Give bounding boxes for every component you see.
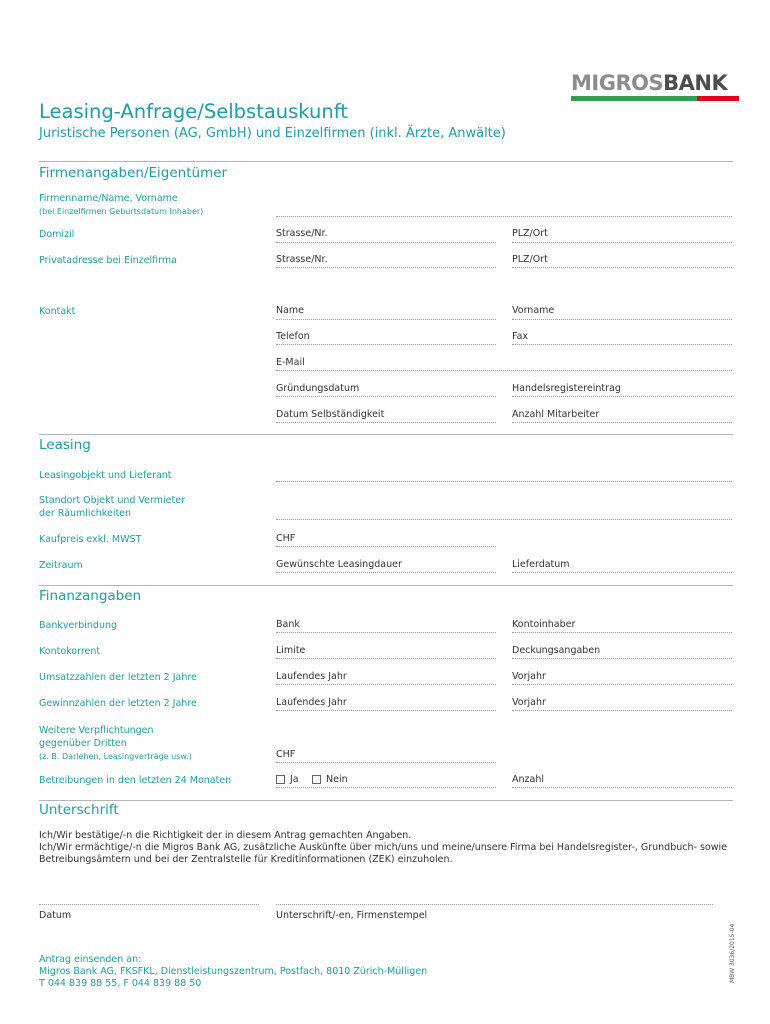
vorname-field[interactable] (512, 319, 732, 320)
lieferdatum-label: Lieferdatum (512, 559, 570, 570)
footer-address (39, 954, 427, 990)
leasingobjekt-label: Leasingobjekt und Lieferant (39, 470, 172, 481)
lieferdatum-field[interactable] (512, 572, 732, 573)
signature-label: Unterschrift/-en, Firmenstempel (276, 910, 428, 921)
vorname-label: Vorname (512, 305, 555, 316)
name-label: Name (276, 305, 305, 316)
section-heading-unterschrift: Unterschrift (39, 802, 119, 818)
privat-plz-label: PLZ/Ort (512, 254, 548, 265)
divider (39, 434, 733, 435)
anzahl-mitarbeiter-label: Anzahl Mitarbeiter (512, 409, 600, 420)
kaufpreis-field[interactable] (276, 546, 496, 547)
privat-strasse-label: Strasse/Nr. (276, 254, 328, 265)
limite-label: Limite (276, 645, 306, 656)
fax-field[interactable] (512, 344, 732, 345)
bankverbindung-label: Bankverbindung (39, 620, 118, 631)
section-heading-leasing: Leasing (39, 437, 91, 453)
consent-text (39, 830, 739, 866)
email-field[interactable] (276, 370, 732, 371)
gewinn-laufendes-jahr-field[interactable] (276, 710, 496, 711)
kontokorrent-label: Kontokorrent (39, 646, 101, 657)
umsatz-vorjahr-label: Vorjahr (512, 671, 546, 682)
nein-label: Nein (326, 774, 348, 785)
kontoinhaber-label: Kontoinhaber (512, 619, 576, 630)
logo-stripe-red (697, 96, 739, 101)
datum-selbstaendigkeit-label: Datum Selbständigkeit (276, 409, 385, 420)
bank-field[interactable] (276, 632, 496, 633)
domizil-label: Domizil (39, 229, 75, 240)
gruendungsdatum-label: Gründungsdatum (276, 383, 360, 394)
logo-wordmark: MIGROSBANK (571, 71, 728, 95)
anzahl-mitarbeiter-field[interactable] (512, 422, 732, 423)
migros-bank-logo (571, 72, 739, 102)
firmenname-note: (bei Einzelfirmen Geburtsdatum Inhaber) (39, 207, 204, 216)
divider (39, 161, 733, 162)
divider (39, 800, 733, 801)
standort-label-line2: der Räumlichkeiten (39, 508, 132, 519)
section-heading-firmenangaben: Firmenangaben/Eigentümer (39, 165, 228, 181)
leasingdauer-field[interactable] (276, 572, 496, 573)
telefon-label: Telefon (276, 331, 310, 342)
kontakt-label: Kontakt (39, 306, 76, 317)
handelsregister-field[interactable] (512, 396, 732, 397)
footer-line-1: Antrag einsenden an: (39, 954, 142, 965)
zeitraum-label: Zeitraum (39, 560, 83, 571)
verpflichtungen-currency: CHF (276, 749, 296, 760)
consent-line-2: Ich/Wir ermächtige/-n die Migros Bank AG, zusätzliche Auskünfte über mich/uns und meine/unsere Firma bei Handelsregister-, Grundbuch- sowie (39, 842, 727, 853)
privat-plz-field[interactable] (512, 267, 732, 268)
leasingdauer-label: Gewünschte Leasingdauer (276, 559, 402, 570)
domizil-plz-label: PLZ/Ort (512, 228, 548, 239)
kaufpreis-currency: CHF (276, 533, 296, 544)
page-title: Leasing-Anfrage/Selbstauskunft (39, 100, 348, 123)
datum-selbstaendigkeit-field[interactable] (276, 422, 496, 423)
limite-field[interactable] (276, 658, 496, 659)
nein-checkbox[interactable] (312, 775, 321, 784)
firmenname-label: Firmenname/Name, Vorname (39, 193, 178, 204)
betreibungen-field[interactable] (276, 787, 496, 788)
anzahl-label: Anzahl (512, 774, 544, 785)
footer-line-2: Migros Bank AG, FKSFKL, Dienstleistungszentrum, Postfach, 8010 Zürich-Mülligen (39, 966, 428, 977)
page-subtitle: Juristische Personen (AG, GmbH) und Einzelfirmen (inkl. Ärzte, Anwälte) (39, 126, 506, 141)
deckungsangaben-label: Deckungsangaben (512, 645, 601, 656)
gewinn-vorjahr-label: Vorjahr (512, 697, 546, 708)
kontoinhaber-field[interactable] (512, 632, 732, 633)
gewinn-laufendes-jahr-label: Laufendes Jahr (276, 697, 347, 708)
verpflichtungen-label-line2: gegenüber Dritten (39, 738, 127, 749)
umsatzzahlen-label: Umsatzzahlen der letzten 2 Jahre (39, 672, 197, 683)
umsatz-vorjahr-field[interactable] (512, 684, 732, 685)
ja-checkbox[interactable] (276, 775, 285, 784)
divider (39, 585, 733, 586)
bank-label: Bank (276, 619, 300, 630)
datum-field[interactable] (39, 904, 259, 905)
domizil-plz-field[interactable] (512, 242, 732, 243)
verpflichtungen-note: (z. B. Darlehen, Leasingverträge usw.) (39, 752, 192, 761)
verpflichtungen-field[interactable] (276, 762, 496, 763)
leasingobjekt-field[interactable] (276, 481, 732, 482)
gewinnzahlen-label: Gewinnzahlen der letzten 2 Jahre (39, 698, 197, 709)
email-label: E-Mail (276, 357, 305, 368)
privatadresse-label: Privatadresse bei Einzelfirma (39, 255, 177, 266)
footer-line-3: T 044 839 88 55, F 044 839 88 50 (39, 978, 202, 989)
umsatz-laufendes-jahr-field[interactable] (276, 684, 496, 685)
ja-label: Ja (290, 774, 299, 785)
gewinn-vorjahr-field[interactable] (512, 710, 732, 711)
datum-label: Datum (39, 910, 72, 921)
kaufpreis-label: Kaufpreis exkl. MWST (39, 534, 142, 545)
standort-field[interactable] (276, 519, 732, 520)
name-field[interactable] (276, 319, 496, 320)
domizil-strasse-label: Strasse/Nr. (276, 228, 328, 239)
signature-field[interactable] (276, 904, 713, 905)
domizil-strasse-field[interactable] (276, 242, 496, 243)
handelsregister-label: Handelsregistereintrag (512, 383, 621, 394)
umsatz-laufendes-jahr-label: Laufendes Jahr (276, 671, 347, 682)
verpflichtungen-label-line1: Weitere Verpflichtungen (39, 725, 154, 736)
fax-label: Fax (512, 331, 529, 342)
gruendungsdatum-field[interactable] (276, 396, 496, 397)
telefon-field[interactable] (276, 344, 496, 345)
firmenname-field[interactable] (276, 216, 732, 217)
consent-line-1: Ich/Wir bestätige/-n die Richtigkeit der in diesem Antrag gemachten Angaben. (39, 830, 412, 841)
anzahl-field[interactable] (512, 787, 732, 788)
standort-label-line1: Standort Objekt und Vermieter (39, 495, 185, 506)
logo-stripe-green (571, 96, 697, 101)
section-heading-finanzangaben: Finanzangaben (39, 588, 142, 604)
deckungsangaben-field[interactable] (512, 658, 732, 659)
betreibungen-label: Betreibungen in den letzten 24 Monaten (39, 775, 232, 786)
consent-line-3: Betreibungsämtern und bei der Zentralstelle für Kreditinformationen (ZEK) einzuholen. (39, 854, 453, 865)
form-code: MBW 3036/2015-04 (729, 923, 736, 983)
privat-strasse-field[interactable] (276, 267, 496, 268)
